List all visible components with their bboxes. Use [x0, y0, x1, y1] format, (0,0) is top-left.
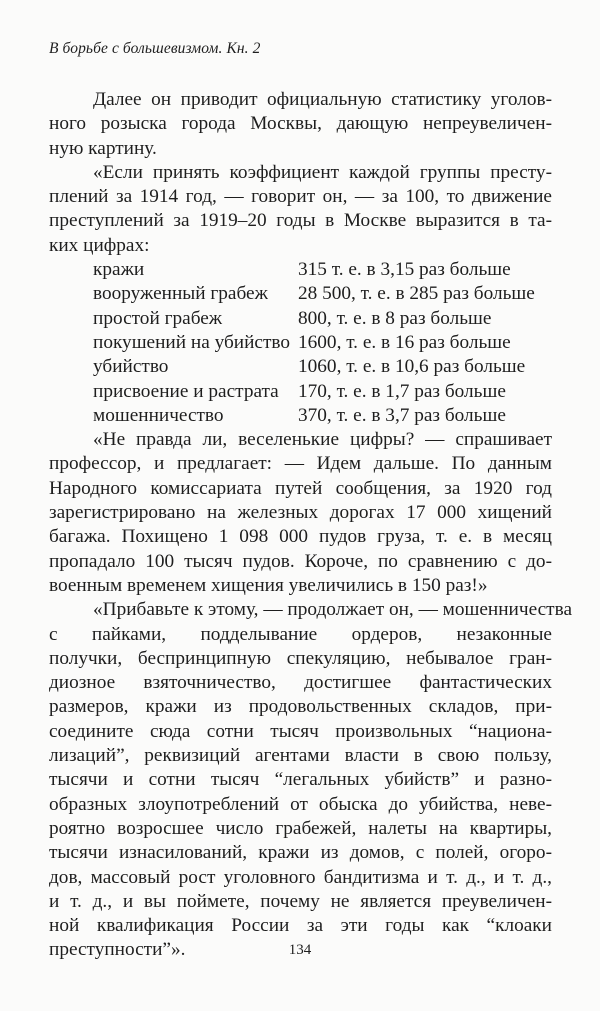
statistic-row	[49, 282, 552, 306]
text-line: тысячи и сотни тысяч “легальных убийств” и разно-	[49, 769, 552, 791]
crime-statistics-table	[49, 258, 552, 428]
text-line: военным временем хищения увеличились в 150 раз!»	[49, 574, 488, 596]
statistic-value: 1600, т. е. в 16 раз больше	[298, 331, 511, 353]
statistic-value: 800, т. е. в 8 раз больше	[298, 307, 492, 329]
statistic-label: вооруженный грабеж	[93, 283, 268, 305]
text-line: диозное взяточничество, достигшее фантастических	[49, 672, 552, 694]
text-line: плений за 1914 год, — говорит он, — за 100, то движение	[49, 186, 552, 208]
body-text	[49, 88, 572, 963]
statistic-value: 1060, т. е. в 10,6 раз больше	[298, 356, 526, 378]
statistic-label: мошенничество	[93, 404, 224, 426]
paragraph-quote-start	[49, 161, 552, 258]
text-line: «Если принять коэффициент каждой группы престу-	[93, 161, 552, 183]
statistic-label: присвоение и растрата	[93, 380, 279, 402]
text-line: и т. д., и вы поймете, почему не является преувеличен-	[49, 890, 552, 912]
text-line: багажа. Похищено 1 098 000 пудов груза, т. е. в месяц	[49, 526, 552, 548]
text-line: «Не правда ли, веселенькие цифры? — спрашивает	[93, 429, 552, 451]
statistic-row	[49, 307, 552, 331]
text-line: размеров, кражи из продовольственных складов, при-	[49, 696, 552, 718]
text-line: «Прибавьте к этому, — продолжает он, — мошенничества	[93, 599, 572, 621]
statistic-row	[49, 380, 552, 404]
text-line: ного розыска города Москвы, дающую непреувеличен-	[49, 113, 552, 135]
text-line: пропадало 100 тысяч пудов. Короче, по сравнению с до-	[49, 550, 552, 572]
paragraph-crime-list	[49, 598, 572, 962]
text-line: получки, беспринципную спекуляцию, небывалое гран-	[49, 647, 552, 669]
statistic-row	[49, 258, 552, 282]
statistic-row	[49, 331, 552, 355]
text-line: профессор, и предлагает: — Идем дальше. По данным	[49, 453, 552, 475]
statistic-label: убийство	[93, 356, 169, 378]
text-line: дов, массовый рост уголовного бандитизма и т. д., и т. д.,	[49, 866, 552, 888]
text-line: ной квалификация России за эти годы как “клоаки	[49, 915, 552, 937]
running-head: В борьбе с большевизмом. Кн. 2	[49, 40, 261, 57]
text-line: преступлений за 1919–20 годы в Москве выразится в та-	[49, 210, 552, 232]
statistic-value: 315 т. е. в 3,15 раз больше	[298, 259, 511, 281]
statistic-value: 28 500, т. е. в 285 раз больше	[298, 283, 535, 305]
paragraph-railway-theft	[49, 428, 552, 598]
statistic-label: кражи	[93, 259, 145, 281]
text-line: лизаций”, реквизиций агентами власти в свою пользу,	[49, 745, 552, 767]
text-line: ких цифрах:	[49, 234, 150, 256]
text-line: ную картину.	[49, 137, 157, 159]
text-line: образных злоупотреблений от обыска до убийства, неве-	[49, 793, 552, 815]
text-line: Далее он приводит официальную статистику уголов-	[93, 89, 552, 110]
statistic-row	[49, 404, 552, 428]
statistic-label: простой грабеж	[93, 307, 223, 329]
paragraph-intro	[49, 88, 552, 161]
text-line: соедините сюда сотни тысяч произвольных “национа-	[49, 720, 552, 742]
statistic-value: 170, т. е. в 1,7 раз больше	[298, 380, 506, 402]
text-line: тысячи изнасилований, кражи из домов, с полей, огоро-	[49, 842, 552, 864]
text-line: с пайками, подделывание ордеров, незаконные	[49, 623, 552, 645]
statistic-label: покушений на убийство	[93, 331, 291, 353]
text-line: преступности”».	[49, 939, 186, 961]
text-line: Народного комиссариата путей сообщения, за 1920 год	[49, 477, 552, 499]
statistic-value: 370, т. е. в 3,7 раз больше	[298, 404, 506, 426]
text-line: зарегистрировано на железных дорогах 17 000 хищений	[49, 502, 552, 524]
page-number: 134	[288, 942, 312, 958]
text-line: роятно возросшее число грабежей, налеты на квартиры,	[49, 817, 552, 839]
statistic-row	[49, 355, 552, 379]
